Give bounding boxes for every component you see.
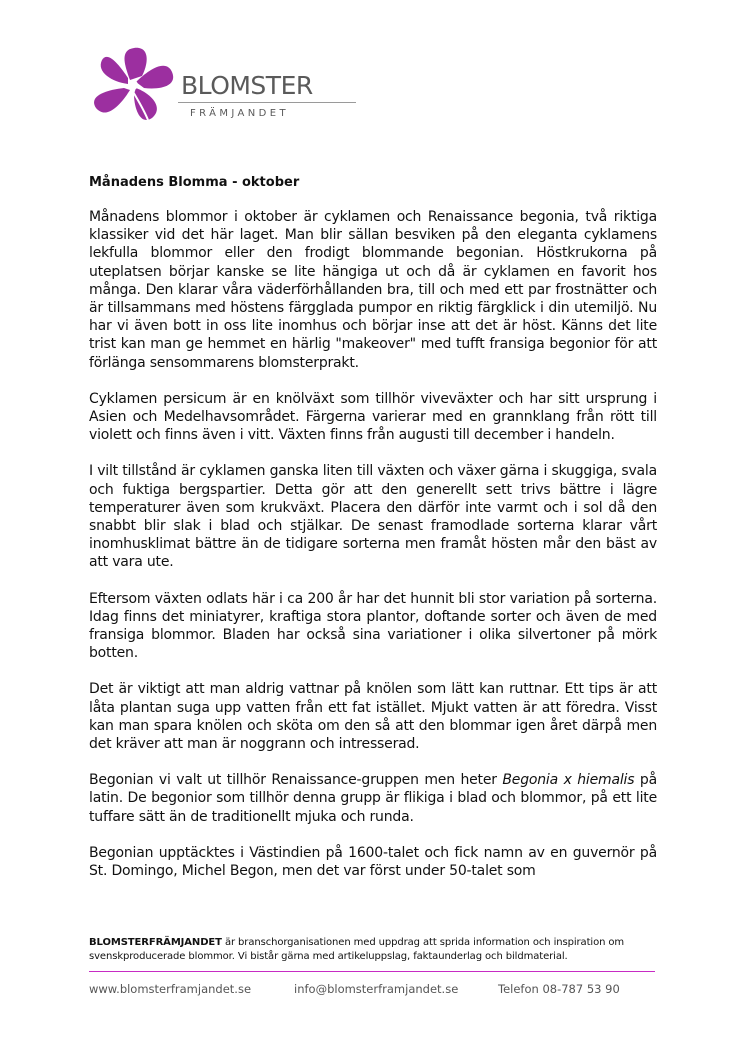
paragraph: Cyklamen persicum är en knölväxt som tillhör viveväxter och har sitt ursprung i Asien och Medelhavsområdet. Färgerna varierar med en grannklang från rött till violett och finns även i vitt. Växten finns från augusti till december i handeln. xyxy=(89,390,657,444)
phone-number: Telefon 08-787 53 90 xyxy=(498,982,620,996)
logo-subtitle: FRÄMJANDET xyxy=(190,108,289,119)
logo-divider xyxy=(178,102,356,103)
paragraph: Eftersom växten odlats här i ca 200 år har det hunnit bli stor variation på sorterna. Idag finns det miniatyrer, kraftiga stora plantor, doftande sorter och även de med fransiga blommor. Bladen har också sina variationer i olika silvertoner på mörk botten. xyxy=(89,590,657,662)
paragraph: Det är viktigt att man aldrig vattnar på knölen som lätt kan ruttnar. Ett tips är att låta plantan suga upp vatten från ett fat istället. Mjukt vatten är att föredra. Visst kan man spara knölen och sköta om den så att den blommar igen året därpå men det kräver att man är noggrann och intresserad. xyxy=(89,681,657,753)
website-link[interactable]: www.blomsterframjandet.se xyxy=(89,982,252,996)
footer-divider xyxy=(89,971,655,972)
flower-logo-icon xyxy=(86,42,186,124)
latin-name: Begonia x hiemalis xyxy=(502,772,635,789)
footer xyxy=(89,982,657,996)
paragraph: Månadens blommor i oktober är cyklamen och Renaissance begonia, två riktiga klassiker vid det här laget. Man blir sällan besviken på den eleganta cyklamens lekfulla blommor eller den frodigt blommande begonian. Höstkrukorna på uteplatsen börjar kanske se lite hängiga ut och då är cyklamen en favorit hos många. Den klarar våra väderförhållanden bra, till och med ett par frostnätter och är tillsammans med höstens färgglada pumpor en riktig färgklick i din utemiljö. Nu har vi även bott in oss lite inomhus och börjar inse att det är höst. Känns det lite trist kan man ge hemmet en härlig "makeover" med tufft fransiga begonior för att förlänga sensommarens blomsterprakt. xyxy=(89,209,657,371)
article-body xyxy=(89,208,657,880)
organisation-name: BLOMSTERFRÄMJANDET xyxy=(89,937,222,948)
organisation-note: BLOMSTERFRÄMJANDET är branschorganisationen med uppdrag att sprida information och inspiration om svenskproducerade blommor. Vi bistår gärna med artikeluppslag, faktaunderlag och bildmaterial. xyxy=(89,937,625,962)
paragraph: Begonian vi valt ut tillhör Renaissance-gruppen men heter Begonia x hiemalis på latin. De begonior som tillhör denna grupp är flikiga i blad och blommor, på ett lite tuffare sätt än de traditionellt mjuka och runda. xyxy=(89,772,657,825)
logo xyxy=(86,42,366,124)
paragraph: I vilt tillstånd är cyklamen ganska liten till växten och växer gärna i skuggiga, svala och fuktiga bergspartier. Detta gör att den generellt sett trivs bättre i lägre temperaturer även som krukväxt. Placera den därför inte varmt och i sol då den snabbt blir slak i blad och stjälkar. De senast framodlade sorterna klarar vårt inomhusklimat bättre än de tidigare sorterna men framåt hösten mår den bäst av att vara ute. xyxy=(89,463,657,571)
logo-name: BLOMSTER xyxy=(181,71,313,100)
article-title: Månadens Blomma - oktober xyxy=(89,175,300,190)
paragraph: Begonian upptäcktes i Västindien på 1600-talet och fick namn av en guvernör på St. Domingo, Michel Begon, men det var först under 50-talet som xyxy=(89,844,657,880)
email-link[interactable]: info@blomsterframjandet.se xyxy=(294,982,459,996)
